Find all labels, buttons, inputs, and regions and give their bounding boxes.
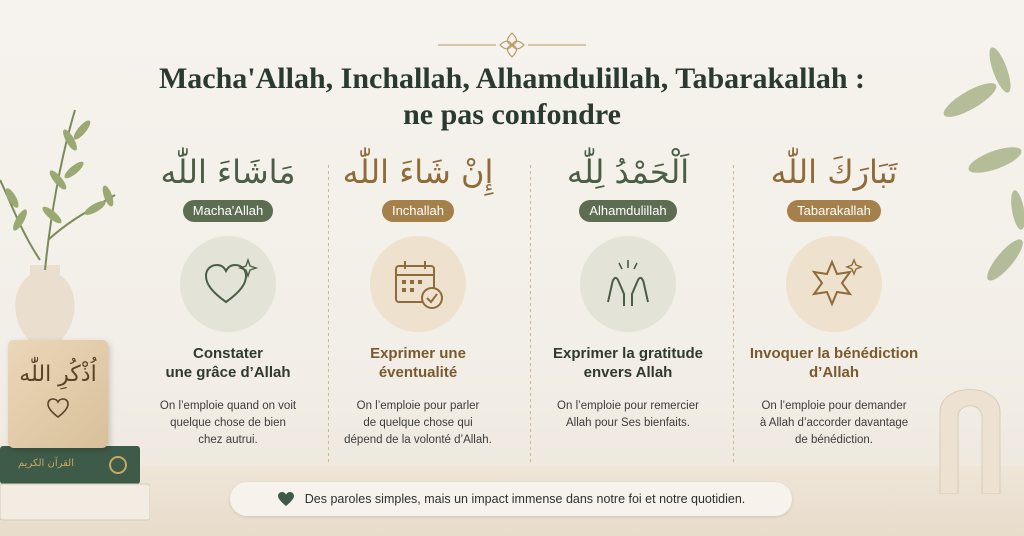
icon-circle	[786, 236, 882, 332]
phrase-pill: Inchallah	[382, 200, 454, 222]
heading-line1: Invoquer la bénédiction	[749, 345, 919, 362]
heart-icon	[277, 491, 295, 507]
block-arabic: اُذْكُرِ اللّٰه	[19, 362, 97, 387]
arabic-phrase: مَاشَاءَ اللّٰه	[160, 153, 296, 191]
arch-decoration	[930, 372, 1024, 494]
desc-line1: On l’emploie pour remercier	[557, 400, 699, 412]
desc-line1: On l’emploie pour demander	[761, 400, 907, 412]
heading-line2: éventualité	[378, 364, 458, 381]
card-inchallah	[318, 150, 518, 449]
desc-line2: de quelque chose qui	[363, 417, 473, 429]
card-tabarakallah	[734, 150, 934, 449]
desc-line2: quelque chose de bien	[170, 417, 286, 429]
books-decoration	[0, 440, 150, 525]
heart-sparkle-icon	[198, 254, 258, 314]
book-title: القرآن الكريم	[18, 458, 75, 469]
page-title-line2: ne pas confondre	[403, 98, 621, 131]
arabic-phrase: إِنْ شَاءَ اللّٰه	[342, 153, 494, 191]
praying-hands-icon	[598, 254, 658, 314]
heading-line1: Exprimer la gratitude	[552, 345, 704, 362]
heading-line2: une grâce d’Allah	[165, 364, 291, 381]
icon-circle	[580, 236, 676, 332]
desc-line3: de bénédiction.	[794, 434, 873, 446]
dhikr-wooden-block	[8, 340, 108, 448]
page-title-line1: Macha'Allah, Inchallah, Alhamdulillah, Tabarakallah :	[158, 62, 866, 95]
heading-line1: Constater	[192, 345, 263, 362]
card-alhamdulillah	[528, 150, 728, 432]
phrase-pill: Tabarakallah	[787, 200, 881, 222]
heart-outline-icon	[46, 397, 70, 419]
arabic-phrase: تَبَارَكَ اللّٰه	[770, 153, 898, 191]
bottom-banner	[230, 482, 792, 516]
icon-circle	[370, 236, 466, 332]
arabic-phrase: اَلْحَمْدُ لِلّٰه	[566, 153, 690, 191]
desc-line3: chez autrui.	[198, 434, 258, 446]
phrase-pill: Macha'Allah	[183, 200, 273, 222]
card-machallah	[128, 150, 328, 449]
desc-line1: On l’emploie quand on voit	[159, 400, 297, 412]
desc-line1: On l’emploie pour parler	[356, 400, 480, 412]
desc-line2: à Allah d’accorder davantage	[759, 417, 909, 429]
icon-circle	[180, 236, 276, 332]
olive-branch-vase-decoration	[0, 100, 140, 350]
desc-line3: dépend de la volonté d’Allah.	[344, 434, 492, 446]
banner-text: Des paroles simples, mais un impact immense dans notre foi et notre quotidien.	[304, 492, 746, 506]
title-ornament	[438, 30, 586, 60]
heading-line2: envers Allah	[583, 364, 673, 381]
calendar-check-icon	[388, 254, 448, 314]
star-sparkle-icon	[804, 254, 864, 314]
phrase-pill: Alhamdulillah	[579, 200, 676, 222]
desc-line2: Allah pour Ses bienfaits.	[565, 417, 691, 429]
heading-line2: d’Allah	[808, 364, 859, 381]
heading-line1: Exprimer une	[370, 345, 466, 362]
